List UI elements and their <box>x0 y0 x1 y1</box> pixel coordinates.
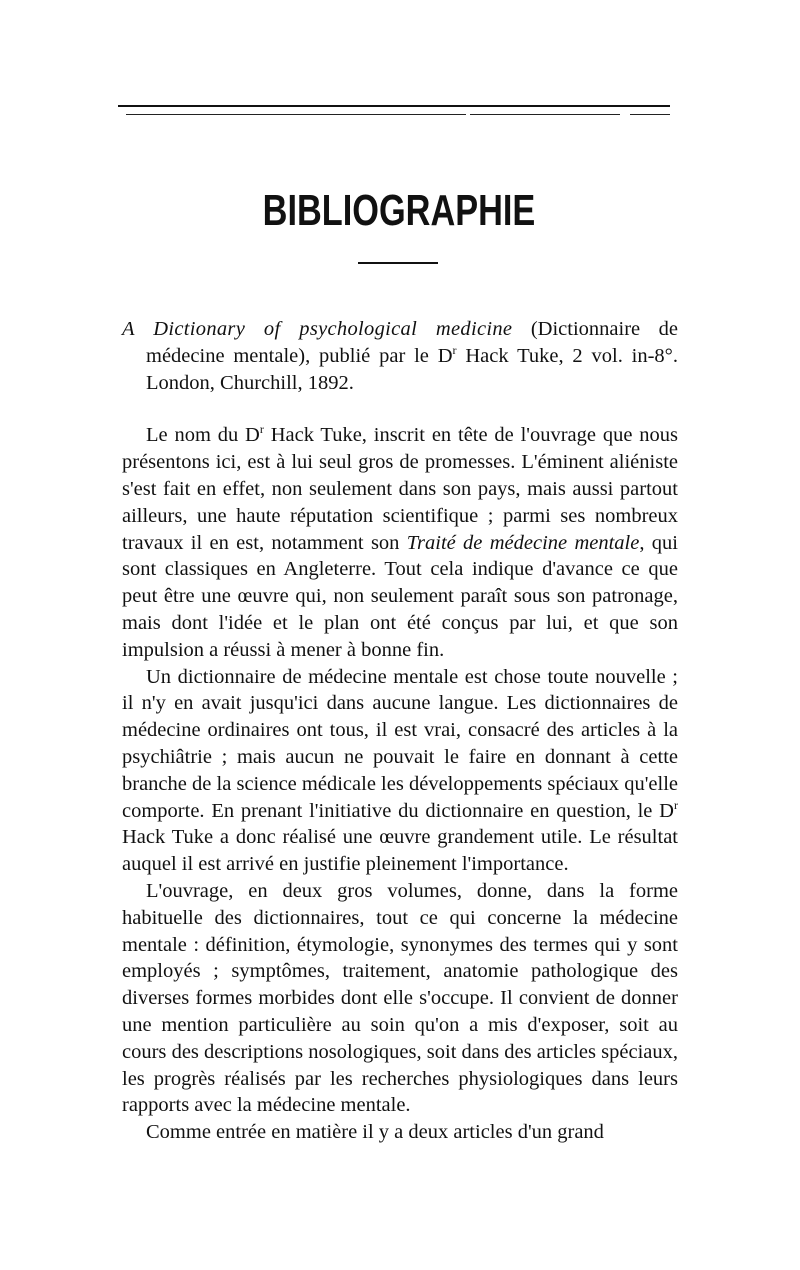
paragraph-1-text-c: , qui sont classiques en Angleterre. Tout cela indique d'avance ce que peut être une œuvre qui, non seulement paraît sous son patronage, mais dont l'idée et le plan ont été conçus par lui, et que son impulsion a réussi à mener à bonne fin. <box>122 531 678 661</box>
paragraph-4-text: Comme entrée en matière il y a deux articles d'un grand <box>146 1121 604 1144</box>
paragraph-1 <box>122 422 678 663</box>
reference-text-1: (Dictionnaire de médecine mentale), publié par le D <box>146 318 678 367</box>
header-rule-thin <box>118 114 670 115</box>
paragraph-2-text-a: Un dictionnaire de médecine mentale est chose toute nouvelle ; il n'y en avait jusqu'ici dans aucune langue. Les dictionnaires de médecine ordinaires ont tous, il est vrai, consacré des articles à la psychiâtrie ; mais aucun ne pouvait le faire en donnant à cette branche de la science médicale les développements spéciaux qu'elle comporte. En prenant l'initiative du dictionnaire en question, le D <box>122 665 678 822</box>
paragraph-3 <box>122 878 678 1119</box>
paragraph-4 <box>122 1119 678 1146</box>
document-body <box>122 316 678 1146</box>
bibliographic-reference <box>122 316 678 396</box>
header-rule-thick <box>118 105 670 107</box>
paragraph-1-text-a: Le nom du D <box>146 424 260 447</box>
header-rules <box>118 105 670 115</box>
paragraph-2-text-b: Hack Tuke a donc réalisé une œuvre grandement utile. Le résultat auquel il est arrivé en justifie pleinement l'importance. <box>122 826 678 876</box>
title-underline <box>358 262 438 264</box>
paragraph-3-text: L'ouvrage, en deux gros volumes, donne, dans la forme habituelle des dictionnaires, tout ce qui concerne la médecine mentale : définition, étymologie, synonymes des termes qui y sont employés ; symptômes, traitement, anatomie pathologique des diverses formes morbides dont elle s'occupe. Il convient de donner une mention particulière au soin qu'on a mis d'exposer, soit au cours des descriptions nosologiques, soit dans des articles spéciaux, les progrès réalisés par les recherches physiologiques dans leurs rapports avec la médecine mentale. <box>122 879 678 1117</box>
paragraph-1-sup: r <box>259 422 264 437</box>
paragraph-1-italic: Traité de médecine mentale <box>406 531 640 554</box>
reference-title: A Dictionary of psychological medicine <box>122 318 513 340</box>
reference-text-2: Hack Tuke, 2 vol. in-8°. London, Churchill, 1892. <box>146 344 678 394</box>
page-title: BIBLIOGRAPHIE <box>262 186 536 235</box>
paragraph-1-text-b: Hack Tuke, inscrit en tête de l'ouvrage que nous présentons ici, est à lui seul gros de promesses. L'éminent aliéniste s'est fait en effet, non seulement dans son pays, mais aussi partout ailleurs, une haute réputation scientifique ; parmi ses nombreux travaux il en est, notamment son <box>122 424 678 554</box>
paragraph-2-sup: r <box>674 797 678 812</box>
paragraph-2 <box>122 664 678 878</box>
reference-sup: r <box>452 342 457 357</box>
